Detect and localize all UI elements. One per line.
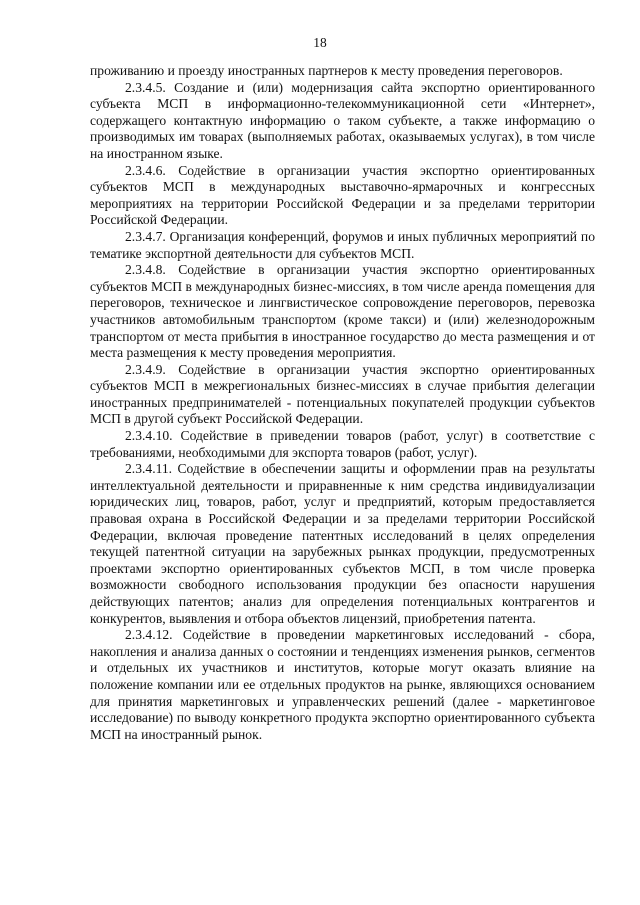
document-body	[90, 63, 595, 743]
page-number: 18	[313, 35, 327, 50]
paragraph-2-3-4-9: 2.3.4.9. Содействие в организации участия экспортно ориентированных субъектов МСП в межрегиональных бизнес-миссиях в случае прибытия делегации иностранных предпринимателей - потенциальных покупателей продукции субъектов МСП в другой субъект Российской Федерации.	[90, 361, 595, 427]
paragraph-2-3-4-8: 2.3.4.8. Содействие в организации участия экспортно ориентированных субъектов МСП в международных бизнес-миссиях, в том числе аренда помещения для переговоров, техническое и лингвистическое сопровождение переговоров, перевозка участников автомобильным транспортом (кроме такси) и (или) железнодорожным транспортом от места прибытия в иностранное государство до места размещения и от места размещения к месту проведения мероприятия.	[90, 262, 595, 361]
paragraph-2-3-4-7: 2.3.4.7. Организация конференций, форумов и иных публичных мероприятий по тематике экспортной деятельности для субъектов МСП.	[90, 228, 595, 261]
paragraph-2-3-4-10: 2.3.4.10. Содействие в приведении товаров (работ, услуг) в соответствие с требованиями, необходимыми для экспорта товаров (работ, услуг).	[90, 428, 595, 460]
paragraph-2-3-4-11: 2.3.4.11. Содействие в обеспечении защиты и оформлении прав на результаты интеллектуальной деятельности и приравненные к ним средства индивидуализации юридических лиц, товаров, работ, услуг и предприятий, которым предоставляется правовая охрана в Российской Федерации и за пределами территории Российской Федерации, включая проведение патентных исследований в целях определения текущей патентной ситуации на зарубежных рынках продукции, предусмотренных проектами экспортно ориентированных субъектов МСП, в том числе проверка возможности свободного использования продукции без опасности нарушения действующих патентов; анализ для определения потенциальных контрагентов и конкурентов, выявления и отбора объектов лицензий, приобретения патента.	[90, 461, 595, 626]
paragraph-continuation: проживанию и проезду иностранных партнеров к месту проведения переговоров.	[90, 63, 563, 78]
paragraph-2-3-4-12: 2.3.4.12. Содействие в проведении маркетинговых исследований - сбора, накопления и анализа данных о состоянии и тенденциях изменения рынков, сегментов и отдельных их участников и институтов, которые могут оказать влияние на положение компании или ее отдельных продуктов на рынке, являющихся основанием для принятия маркетинговых и управленческих решений (далее - маркетинговое исследование) по выводу конкретного продукта экспортно ориентированного субъекта МСП на иностранный рынок.	[90, 627, 595, 742]
paragraph-2-3-4-5: 2.3.4.5. Создание и (или) модернизация сайта экспортно ориентированного субъекта МСП в информационно-телекоммуникационной сети «Интернет», содержащего контактную информацию о таком субъекте, а также информацию о производимых им товарах (выполняемых работах, оказываемых услугах), в том числе на иностранном языке.	[90, 79, 595, 161]
paragraph-2-3-4-6: 2.3.4.6. Содействие в организации участия экспортно ориентированных субъектов МСП в международных выставочно-ярмарочных и конгрессных мероприятиях на территории Российской Федерации и за пределами территории Российской Федерации.	[90, 162, 595, 228]
